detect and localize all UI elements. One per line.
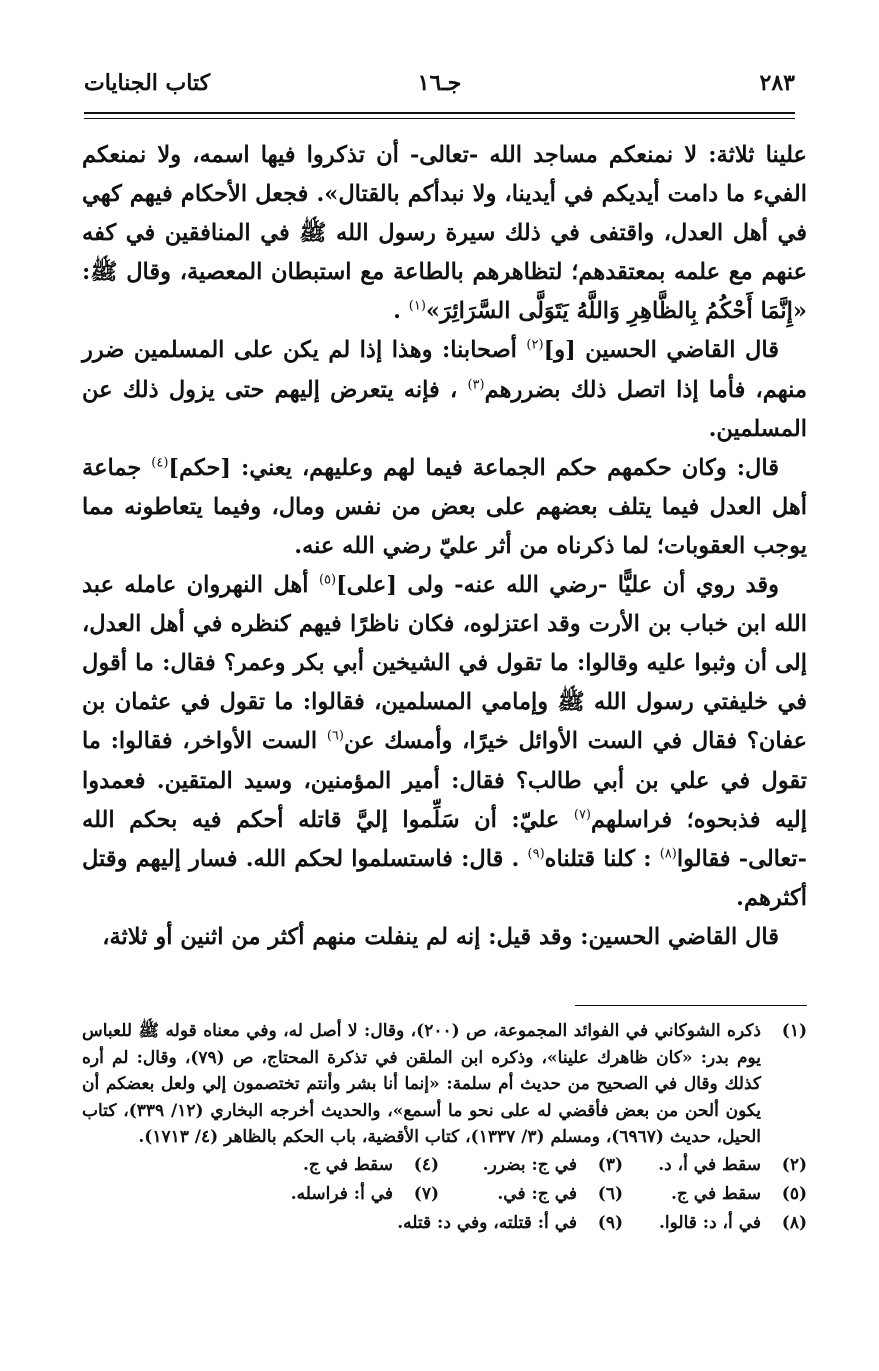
- book-title: كتاب الجنايات: [84, 70, 211, 96]
- footnote-7: (٧) في أ: فراسله.: [290, 1183, 439, 1204]
- paragraph-1: علينا ثلاثة: لا نمنعكم مساجد الله -تعالى- أن تذكروا فيها اسمه، ولا نمنعكم الفيء ما دامت أيديكم في أيدينا، ولا نبدأكم بالقتال». فجعل الأحكام فيهم كهي في أهل العدل، واقتفى في ذلك سيرة رسول الله ﷺ في المنافقين في كفه عنهم مع علمه بمعتقدهم؛ لتظاهرهم بالطاعة مع استبطان المعصية، وقال ﷺ: «إِنَّمَا أَحْكُمُ بِالظَّاهِرِ وَاللَّهُ يَتَوَلَّى السَّرَائِرَ»$^{(١)}$ .: [82, 142, 807, 325]
- paragraph-5: قال القاضي الحسين: وقد قيل: إنه لم ينفلت منهم أكثر من اثنين أو ثلاثة،: [102, 923, 779, 950]
- paragraph-4: وقد روي أن عليًّا -رضي الله عنه- ولى [على]$^{(٥)}$ أهل النهروان عامله عبد الله ابن خباب بن الأرت وقد اعتزلوه، فكان ناظرًا فيهم كنظره في أهل العدل، إلى أن وثبوا عليه وقالوا: ما تقول في الشيخين أبي بكر وعمر؟ فقال: ما أقول في خليفتي رسول الله ﷺ وإمامي المسلمين، فقالوا: ما تقول في عثمان بن عفان؟ فقال في الست الأوائل خيرًا، وأمسك عن$^{(٦)}$ الست الأواخر، فقالوا: ما تقول في علي بن أبي طالب؟ فقال: أمير المؤمنين، وسيد المتقين. فعمدوا إليه فذبحوه؛ فراسلهم$^{(٧)}$ عليّ: أن سَلِّموا إليَّ قاتله أحكم فيه بحكم الله -تعالى- فقالوا$^{(٨)}$ : كلنا قتلناه$^{(٩)}$ . قال: فاستسلموا لحكم الله. فسار إليهم وقتل أكثرهم.: [82, 572, 808, 911]
- paragraph-3: قال: وكان حكمهم حكم الجماعة فيما لهم وعليهم، يعني: [حكم]$^{(٤)}$ جماعة أهل العدل فيما يتلف بعضهم على بعض من نفس ومال، وفيما يتعاطونه مما يوجب العقوبات؛ لما ذكرناه من أثر عليّ رضي الله عنه.: [82, 454, 807, 559]
- footnote-ref[interactable]: (٨): [659, 846, 677, 862]
- page-number: ٢٨٣: [759, 70, 795, 96]
- footnote-ref[interactable]: (٣): [467, 377, 485, 393]
- footnote-ref[interactable]: (٦): [326, 728, 344, 744]
- footnote-ref[interactable]: (٢): [526, 337, 544, 353]
- footnote-row: [82, 1180, 807, 1209]
- footnote-2: (٢) سقط في أ، د.: [658, 1154, 807, 1175]
- footnote-row: [82, 1151, 807, 1180]
- footnote-9: (٩) في أ: قتلته، وفي د: قتله.: [397, 1212, 623, 1233]
- footnote-separator: [575, 1005, 807, 1006]
- footnote-ref[interactable]: (١): [408, 298, 426, 314]
- footnote-8: (٨) في أ، د: قالوا.: [658, 1212, 807, 1233]
- footnote-5: (٥) سقط في ج.: [670, 1183, 807, 1204]
- main-text: [82, 136, 807, 957]
- footnote-ref[interactable]: (٧): [573, 807, 591, 823]
- footnote-ref[interactable]: (٤): [151, 455, 169, 471]
- footnote-4: (٤) سقط في ج.: [302, 1154, 439, 1175]
- paragraph-2: قال القاضي الحسين [و]$^{(٢)}$ أصحابنا: وهذا إذا لم يكن على المسلمين ضرر منهم، فأما إذا اتصل ذلك بضررهم$^{(٣)}$ ، فإنه يتعرض إليهم حتى يزول ذلك عن المسلمين.: [82, 337, 807, 442]
- footnote-1: [82, 1018, 807, 1151]
- footnote-6: (٦) في ج: في.: [497, 1183, 623, 1204]
- footnote-ref[interactable]: (٥): [318, 572, 337, 588]
- footnotes: [82, 1018, 807, 1238]
- footnote-3: (٣) في ج: بضرر.: [482, 1154, 623, 1175]
- footnote-row: [82, 1209, 807, 1238]
- volume-number: جـ١٦: [417, 70, 462, 96]
- footnote-text: ذكره الشوكاني في الفوائد المجموعة، ص (٢٠٠)، وقال: لا أصل له، وفي معناه قوله ﷺ للعباس يوم بدر: «كان ظاهرك علينا»، وذكره ابن الملقن في تذكرة المحتاج، ص (٧٩)، وقال: لم أره كذلك وقال في الصحيح من حديث أم سلمة: «إنما أنا بشر وأنتم تختصمون إلي ولعل بعضكم أن يكون ألحن من بعض فأقضي له على نحو ما أسمع»، والحديث أخرجه البخاري (١٢/ ٣٣٩)، كتاب الحيل، حديث (٦٩٦٧)، ومسلم (٣/ ١٣٣٧)، كتاب الأقضية، باب الحكم بالظاهر (٤/ ١٧١٣).: [82, 1021, 762, 1147]
- running-header: [84, 68, 795, 104]
- header-rule-thin: [84, 118, 795, 119]
- header-rule-thick: [84, 112, 795, 114]
- footnote-number: (١): [781, 1021, 807, 1041]
- footnote-ref[interactable]: (٩): [527, 846, 545, 862]
